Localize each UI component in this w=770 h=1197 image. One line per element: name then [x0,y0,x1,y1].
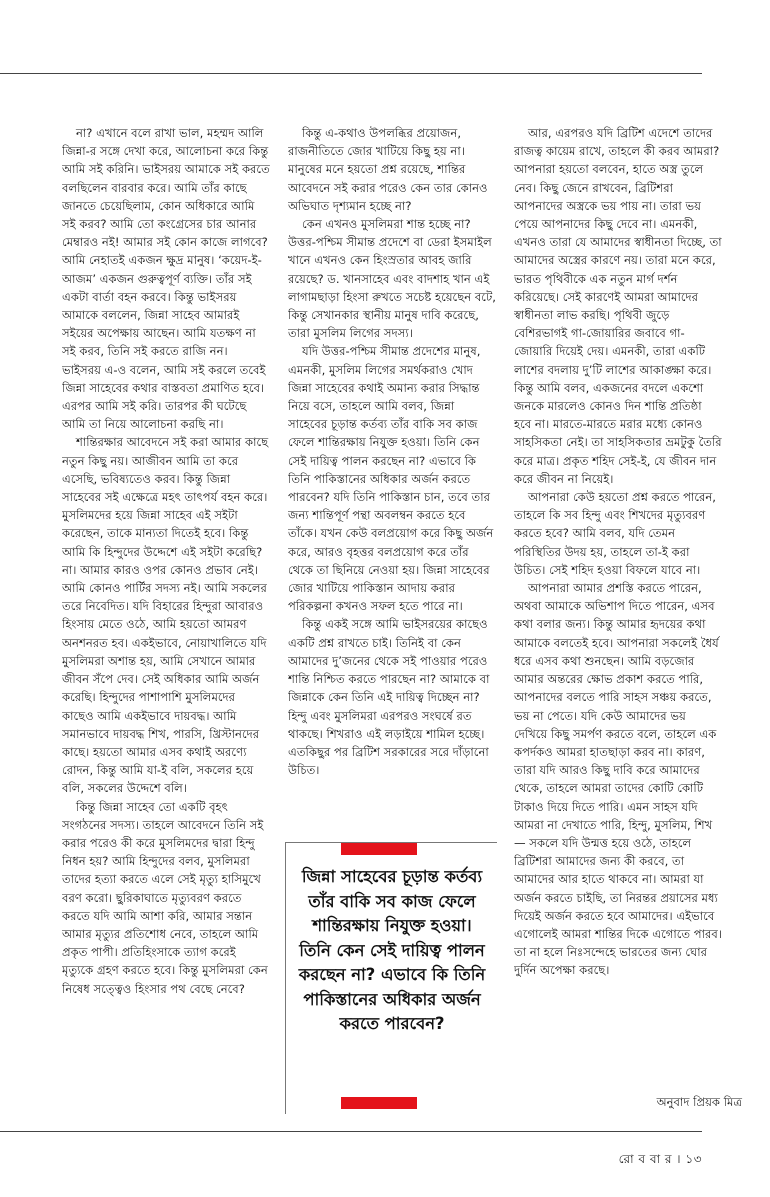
pull-quote-accent-bar [341,843,417,855]
pull-quote-accent-bar [341,1097,417,1109]
paragraph: যদি উত্তর-পশ্চিম সীমান্ত প্রদেশের মানুষ, এমনকী, মুসলিম লিগের সমর্থকরাও খোদ জিন্না সাহেবের কথাই অমান্য করার সিদ্ধান্ত নিয়ে বসে, তাহলে আমি বলব, জিন্না সাহেবের চূড়ান্ত কর্তব্য তাঁর বাকি সব কাজ ফেলে শান্তিরক্ষায় নিযুক্ত হওয়া। তিনি কেন সেই দায়িত্ব পালন করছেন না? এভাবে কি তিনি পাকিস্তানের অধিকার অর্জন করতে পারবেন? যদি তিনি পাকিস্তান চান, তবে তার জন্য শান্তিপূর্ণ পন্থা অবলম্বন করতে হবে তাঁকে। যখন কেউ বলপ্রয়োগ করে কিছু অর্জন করে, আরও বৃহত্তর বলপ্রয়োগ করে তাঁর থেকে তা ছিনিয়ে নেওয়া হয়। জিন্না সাহেবের জোর খাটিয়ে পাকিস্তান আদায় করার পরিকল্পনা কখনও সফল হতে পারে না। [288,344,494,614]
bottom-rule [0,1131,702,1132]
paragraph: আপনারা কেউ হয়তো প্রশ্ন করতে পারেন, তাহলে কি সব হিন্দু এবং শিখদের মৃত্যুবরণ করতে হবে? আমি বলব, যদি তেমন পরিস্থিতির উদয় হয়, তাহলে তা-ই করা উচিত। সেই শহিদ হওয়া বিফলে যাবে না। [514,490,716,577]
article-column-1 [62,124,270,1124]
page-folio: রো ব বা র । ১৩ [618,1152,702,1166]
paragraph: কিন্তু জিন্না সাহেব তো একটি বৃহৎ সংগঠনের সদস্য। তাহলে আবেদনে তিনি সই করার পরেও কী করে মুসলিমদের দ্বারা হিন্দু নিধন হয়? আমি হিন্দুদের বলব, মুসলিমরা তাদের হত্যা করতে এলে সেই মৃত্যু হাসিমুখে বরণ করো। ছুরিকাঘাতে মৃত্যুবরণ করতে করতে যদি আমি আশা করি, আমার সন্তান আমার মৃত্যুর প্রতিশোধ নেবে, তাহলে আমি প্রকৃত পাপী। প্রতিহিংসাকে ত্যাগ করেই মৃত্যুকে গ্রহণ করতে হবে। কিন্তু মুসলিমরা কেন নিষেধ সত্ত্বেও হিংসার পথ বেছে নেবে? [62,799,268,996]
paragraph: আপনারা আমার প্রশস্তি করতে পারেন, অথবা আমাকে অভিশাপ দিতে পারেন, এসব কথা বলার জন্য। কিন্তু আমার হৃদয়ের কথা আমাকে বলতেই হবে। আপনারা সকলেই ধৈর্য ধরে এসব কথা শুনছেন। আমি বড়জোর আমার অন্তরের ক্ষোভ প্রকাশ করতে পারি, আপনাদের বলতে পারি সাহস সঞ্চয় করতে, ভয় না পেতে। যদি কেউ আমাদের ভয় দেখিয়ে কিছু সমর্পণ করতে বলে, তাহলে এক কপর্দকও আমরা হাতছাড়া করব না। কারণ, তারা যদি আরও কিছু দাবি করে আমাদের থেকে, তাহলে আমরা তাদের কোটি কোটি টাকাও দিয়ে দিতে পারি। এমন সাহস যদি আমরা না দেখাতে পারি, হিন্দু, মুসলিম, শিখ— সকলে যদি উন্মত্ত হয়ে ওঠে, তাহলে ব্রিটিশরা আমাদের জন্য কী করবে, তা আমাদের আর হাতে থাকবে না। আমরা যা অর্জন করতে চাইছি, তা নিরন্তর প্রয়াসের মধ্য দিয়েই অর্জন করতে হবে আমাদের। এইভাবে এগোলেই আমরা শান্তির দিকে এগোতে পারব। তা না হলে নিঃসন্দেহে ভারতের জন্য ঘোর দুর্দিন অপেক্ষা করছে। [514,581,722,978]
pull-quote-box [285,842,497,1114]
article-column-2 [288,124,496,814]
paragraph: আর, এরপরও যদি ব্রিটিশ এদেশে তাদের রাজত্ব কায়েম রাখে, তাহলে কী করব আমরা? আপনারা হয়তো বলবেন, হাতে অস্ত্র তুলে নেব। কিছু জেনে রাখবেন, ব্রিটিশরা আপনাদের অস্ত্রকে ভয় পায় না। তারা ভয় পেয়ে আপনাদের কিছু দেবে না। এমনকী, এখনও তারা যে আমাদের স্বাধীনতা দিচ্ছে, তা আমাদের অস্ত্রের কারণে নয়। তারা মনে করে, ভারত পৃথিবীকে এক নতুন মার্গ দর্শন করিয়েছে। সেই কারণেই আমরা আমাদের স্বাধীনতা লাভ করছি। পৃথিবী জুড়ে বেশিরভাগই গা-জোয়ারির জবাবে গা-জোয়ারি দিয়েই দেয়। এমনকী, তারা একটি লাশের বদলায় দু’টি লাশের আকাঙ্ক্ষা করে। কিন্তু আমি বলব, একজনের বদলে একশো জনকে মারলেও কোনও দিন শান্তি প্রতিষ্ঠা হবে না। মারতে-মারতে মরার মধ্যে কোনও সাহসিকতা নেই। তা সাহসিকতার ভ্রমটুকু তৈরি করে মাত্র। প্রকৃত শহিদ সেই-ই, যে জীবন দান করে জীবন না নিয়েই। [514,126,722,486]
translator-credit: অনুবাদ প্রিয়ক মিত্র [656,1095,742,1109]
paragraph: কিন্তু এ-কথাও উপলব্ধির প্রয়োজন, রাজনীতিতে জোর খাটিয়ে কিছু হয় না। মানুষের মনে হয়তো প্রশ্ন রয়েছে, শান্তির আবেদনে সই করার পরেও কেন তার কোনও অভিঘাত দৃশ্যমান হচ্ছে না? [288,126,488,213]
paragraph: কেন এখনও মুসলিমরা শান্ত হচ্ছে না? উত্তর-পশ্চিম সীমান্ত প্রদেশে বা ডেরা ইসমাইল খানে এখনও কেন হিংস্রতার আবহ জারি রয়েছে? ড. খানসাহেব এবং বাদশাহ খান এই লাগামছাড়া হিংসা রুখতে সচেষ্ট হয়েছেন বটে, কিন্তু সেখানকার স্থানীয় মানুষ দাবি করেছে, তারা মুসলিম লিগের সদস্য। [288,217,496,341]
pull-quote-text: জিন্না সাহেবের চূড়ান্ত কর্তব্য তাঁর বাকি সব কাজ ফেলে শান্তিরক্ষায় নিযুক্ত হওয়া। তিনি কেন সেই দায়িত্ব পালন করছেন না? এভাবে কি তিনি পাকিস্তানের অধিকার অর্জন করতে পারবেন? [298,867,486,1033]
paragraph: শান্তিরক্ষার আবেদনে সই করা আমার কাছে নতুন কিছু নয়। আজীবন আমি তা করে এসেছি, ভবিষ্যতেও করব। কিন্তু জিন্না সাহেবের সই এক্ষেত্রে মহৎ তাৎপর্য বহন করে। মুসলিমদের হয়ে জিন্না সাহেব এই সইটা করেছেন, তাকে মান্যতা দিতেই হবে। কিন্তু আমি কি হিন্দুদের উদ্দেশে এই সইটা করেছি? না। আমার কারও ওপর কোনও প্রভাব নেই। আমি কোনও পার্টির সদস্য নই। আমি সকলের তরে নিবেদিত। যদি বিহারের হিন্দুরা আবারও হিংসায় মেতে ওঠে, আমি হয়তো আমরণ অনশনরত হব। একইভাবে, নোয়াখালিতে যদি মুসলিমরা অশান্ত হয়, আমি সেখানে আমার জীবন সঁপে দেব। সেই অধিকার আমি অর্জন করেছি। হিন্দুদের পাশাপাশি মুসলিমদের কাছেও আমি একইভাবে দায়বদ্ধ। আমি সমানভাবে দায়বদ্ধ শিখ, পারসি, খ্রিস্টানদের কাছে। হয়তো আমার এসব কথাই অরণ্যে রোদন, কিন্তু আমি যা-ই বলি, সকলের হয়ে বলি, সকলের উদ্দেশে বলি। [62,435,269,796]
paragraph: না? এখানে বলে রাখা ভাল, মহম্মদ আলি জিন্না-র সঙ্গে দেখা করে, আলোচনা করে কিন্তু আমি সই করিনি। ভাইসরয় আমাকে সই করতে বলছিলেন বারবার করে। আমি তাঁর কাছে জানতে চেয়েছিলাম, কোন অধিকারে আমি সই করব? আমি তো কংগ্রেসের চার আনার মেম্বারও নই! আমার সই কোন কাজে লাগবে? আমি নেহাতই একজন ক্ষুদ্র মানুষ। ‘কয়েদ-ই-আজম’ একজন গুরুত্বপূর্ণ ব্যক্তি। তাঁর সই একটা বার্তা বহন করবে। কিন্তু ভাইসরয় আমাকে বললেন, জিন্না সাহেব আমারই সইয়ের অপেক্ষায় আছেন। আমি যতক্ষণ না সই করব, তিনি সই করতে রাজি নন। ভাইসরয় এ-ও বলেন, আমি সই করলে তবেই জিন্না সাহেবের কথার বাস্তবতা প্রমাণিত হবে। এরপর আমি সই করি। তারপর কী ঘটেছে আমি তা নিয়ে আলোচনা করছি না। [62,126,270,432]
paragraph: কিন্তু একই সঙ্গে আমি ভাইসরয়ের কাছেও একটি প্রশ্ন রাখতে চাই। তিনিই বা কেন আমাদের দু’জনের থেকে সই পাওয়ার পরেও শান্তি নিশ্চিত করতে পারছেন না? আমাকে বা জিন্নাকে কেন তিনি এই দায়িত্ব দিচ্ছেন না? হিন্দু এবং মুসলিমরা এরপরও সংঘর্ষে রত থাকছে। শিখরাও এই লড়াইয়ে শামিল হচ্ছে। এতকিছুর পর ব্রিটিশ সরকারের সরে দাঁড়ানো উচিত। [288,617,490,778]
article-column-3 [514,124,722,1094]
top-rule [0,73,702,74]
